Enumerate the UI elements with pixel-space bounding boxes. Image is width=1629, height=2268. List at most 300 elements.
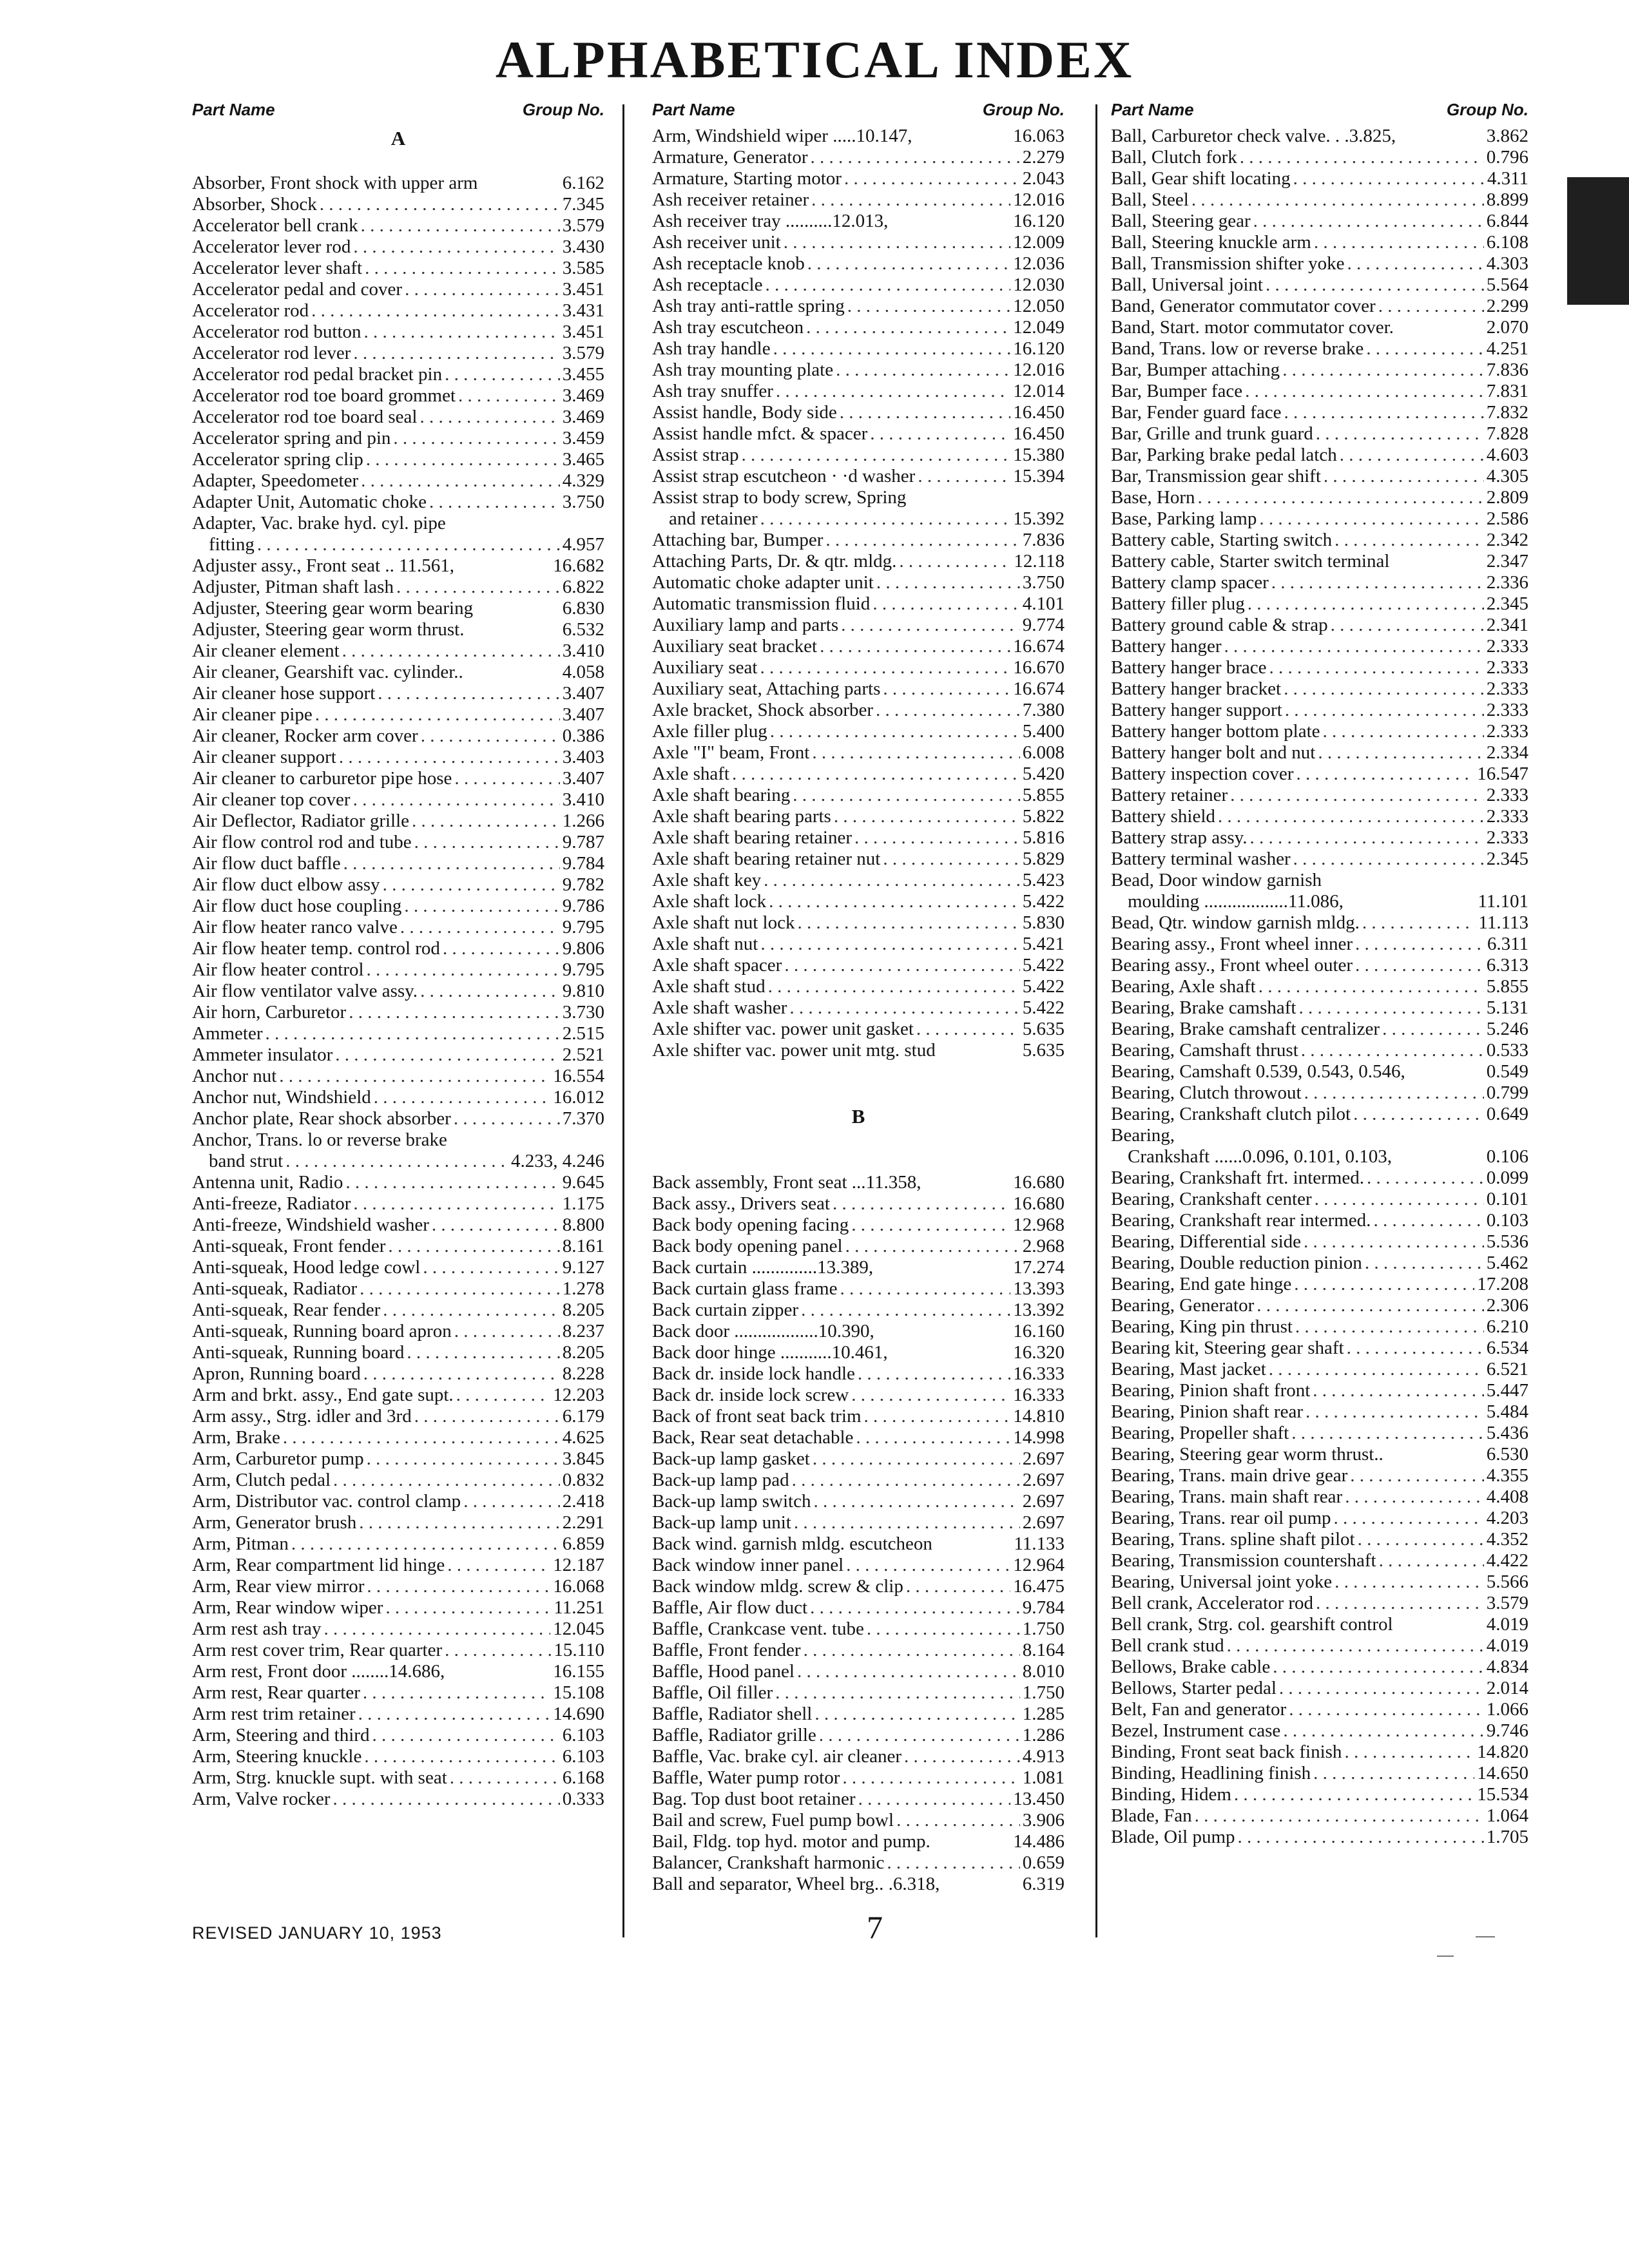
index-entry bbox=[1111, 1061, 1528, 1082]
dot-leader bbox=[450, 1767, 560, 1789]
dot-leader bbox=[366, 449, 560, 470]
dot-leader bbox=[1258, 976, 1484, 997]
index-entry bbox=[1111, 1082, 1528, 1104]
index-entry bbox=[652, 615, 1065, 636]
part-name: Bearing, Trans. main drive gear bbox=[1111, 1465, 1348, 1486]
index-entry bbox=[1111, 360, 1528, 381]
dot-leader bbox=[265, 1023, 560, 1044]
dot-leader bbox=[1282, 360, 1484, 381]
index-entry bbox=[1111, 1805, 1528, 1827]
part-name: Axle shaft bearing bbox=[652, 785, 791, 805]
dot-leader bbox=[784, 232, 1011, 253]
group-number: 3.469 bbox=[562, 407, 604, 427]
index-entry bbox=[192, 1342, 604, 1363]
group-number: 3.862 bbox=[1486, 126, 1528, 146]
dot-leader bbox=[1334, 1508, 1484, 1529]
index-entry bbox=[1111, 657, 1528, 678]
index-entry bbox=[652, 1597, 1065, 1619]
part-name: Back window mldg. screw & clip bbox=[652, 1576, 903, 1597]
dot-leader bbox=[429, 492, 560, 513]
group-number: 0.103 bbox=[1486, 1210, 1528, 1231]
group-number: 3.431 bbox=[562, 300, 604, 321]
dot-leader bbox=[383, 1300, 559, 1321]
dot-leader bbox=[815, 1704, 1019, 1725]
index-entry bbox=[652, 806, 1065, 827]
group-number: 4.233, 4.246 bbox=[511, 1151, 604, 1171]
group-number: 2.333 bbox=[1486, 700, 1528, 720]
index-entry bbox=[1111, 870, 1528, 891]
dot-leader bbox=[846, 1555, 1010, 1576]
part-name: Accelerator lever rod bbox=[192, 236, 351, 257]
index-entry bbox=[652, 721, 1065, 742]
group-number: 5.436 bbox=[1486, 1423, 1528, 1443]
part-name: Axle shaft washer bbox=[652, 997, 787, 1018]
index-entry bbox=[1111, 147, 1528, 168]
group-number: 2.333 bbox=[1486, 636, 1528, 657]
part-name: Bearing, Steering gear worm thrust.. bbox=[1111, 1444, 1383, 1465]
part-name: Air Deflector, Radiator grille bbox=[192, 811, 410, 831]
group-number: 3.410 bbox=[562, 640, 604, 661]
group-number: 17.274 bbox=[1013, 1257, 1065, 1278]
dot-leader bbox=[1345, 1486, 1484, 1508]
part-name: Ash receptacle bbox=[652, 274, 763, 295]
part-name: Ball, Carburetor check valve. . .3.825, bbox=[1111, 126, 1396, 146]
part-name: Anti-freeze, Windshield washer bbox=[192, 1215, 429, 1235]
dot-leader bbox=[393, 428, 559, 449]
group-number: 0.106 bbox=[1486, 1146, 1528, 1167]
index-entry bbox=[652, 274, 1065, 296]
index-entry bbox=[192, 194, 604, 215]
group-number: 6.210 bbox=[1486, 1316, 1528, 1337]
part-name: Back door hinge ...........10.461, bbox=[652, 1342, 888, 1363]
group-number: 9.784 bbox=[562, 853, 604, 874]
part-name: Axle bracket, Shock absorber bbox=[652, 700, 874, 720]
part-name: Ball, Gear shift locating bbox=[1111, 168, 1291, 189]
part-name: Accelerator spring and pin bbox=[192, 428, 391, 448]
dot-leader bbox=[1245, 381, 1484, 402]
part-name: Bearing, King pin thrust bbox=[1111, 1316, 1293, 1337]
group-number: 4.101 bbox=[1022, 593, 1065, 614]
part-name: Assist strap to body screw, Spring bbox=[652, 487, 907, 508]
part-name: Battery hanger bolt and nut bbox=[1111, 742, 1316, 763]
index-entry bbox=[192, 173, 604, 194]
group-number: 6.521 bbox=[1486, 1359, 1528, 1379]
group-number: 5.422 bbox=[1022, 955, 1065, 975]
index-entry bbox=[1111, 1699, 1528, 1720]
dot-leader bbox=[906, 1576, 1010, 1597]
dot-leader bbox=[883, 849, 1019, 870]
dot-leader bbox=[1293, 168, 1485, 189]
index-entry bbox=[192, 1321, 604, 1342]
index-entry bbox=[192, 1555, 604, 1576]
group-number: 5.635 bbox=[1022, 1040, 1065, 1061]
group-number: 16.012 bbox=[553, 1087, 604, 1108]
dot-leader bbox=[353, 236, 559, 258]
dot-leader bbox=[760, 508, 1011, 530]
dot-leader bbox=[396, 577, 560, 598]
part-name: Bearing, Trans. spline shaft pilot bbox=[1111, 1529, 1355, 1550]
part-name: Arm, Pitman bbox=[192, 1533, 289, 1554]
part-name: Axle shaft bearing retainer bbox=[652, 827, 852, 848]
group-number: 12.036 bbox=[1013, 253, 1065, 274]
index-entry bbox=[652, 1215, 1065, 1236]
dot-leader bbox=[463, 1491, 560, 1512]
part-name-heading: Part Name bbox=[192, 100, 275, 119]
index-entry bbox=[652, 1512, 1065, 1533]
column-divider bbox=[1095, 104, 1097, 1937]
group-number: 4.203 bbox=[1486, 1508, 1528, 1528]
group-number: 4.305 bbox=[1486, 466, 1528, 486]
dot-leader bbox=[339, 747, 560, 768]
dot-leader bbox=[896, 1810, 1020, 1831]
part-name: Accelerator bell crank bbox=[192, 215, 358, 236]
part-name: Automatic transmission fluid bbox=[652, 593, 871, 614]
part-name: Adjuster, Pitman shaft lash bbox=[192, 577, 394, 597]
index-entry bbox=[652, 168, 1065, 189]
part-name: Adapter, Vac. brake hyd. cyl. pipe bbox=[192, 513, 446, 533]
group-number: 5.422 bbox=[1022, 997, 1065, 1018]
dot-leader bbox=[813, 1448, 1020, 1470]
part-name: Bellows, Starter pedal bbox=[1111, 1678, 1277, 1698]
group-number: 2.333 bbox=[1486, 721, 1528, 742]
dot-leader bbox=[1293, 849, 1484, 870]
index-entry bbox=[1111, 636, 1528, 657]
index-entry bbox=[1111, 912, 1528, 934]
index-entry bbox=[652, 1725, 1065, 1746]
index-entry bbox=[192, 1619, 604, 1640]
part-name: Air flow duct hose coupling bbox=[192, 896, 402, 916]
index-entry bbox=[192, 917, 604, 938]
index-entry bbox=[192, 1640, 604, 1661]
group-number: 11.251 bbox=[554, 1597, 604, 1618]
part-name: Ball, Steel bbox=[1111, 189, 1189, 210]
part-name: Air cleaner, Rocker arm cover bbox=[192, 726, 418, 746]
part-name: Bearing assy., Front wheel inner bbox=[1111, 934, 1353, 954]
dot-leader bbox=[899, 551, 1011, 572]
index-entry bbox=[192, 1300, 604, 1321]
index-entry bbox=[1111, 1231, 1528, 1253]
index-entry bbox=[1111, 1401, 1528, 1423]
part-name: Battery hanger bottom plate bbox=[1111, 721, 1320, 742]
group-number: 3.455 bbox=[562, 364, 604, 385]
dot-leader bbox=[1366, 338, 1484, 360]
group-number: 2.697 bbox=[1022, 1448, 1065, 1469]
index-entry bbox=[652, 997, 1065, 1019]
part-name: Anti-squeak, Rear fender bbox=[192, 1300, 381, 1320]
part-name: Baffle, Vac. brake cyl. air cleaner bbox=[652, 1746, 901, 1767]
dot-leader bbox=[1313, 1763, 1474, 1784]
dot-leader bbox=[1224, 636, 1484, 657]
group-number: 5.855 bbox=[1022, 785, 1065, 805]
dot-leader bbox=[445, 364, 560, 385]
index-entry bbox=[1111, 211, 1528, 232]
index-entry bbox=[192, 1278, 604, 1300]
dot-leader bbox=[1335, 530, 1484, 551]
dot-leader bbox=[257, 534, 560, 555]
dot-leader bbox=[456, 1385, 551, 1406]
index-entry bbox=[192, 1448, 604, 1470]
dot-leader bbox=[811, 147, 1020, 168]
dot-leader bbox=[363, 1363, 560, 1385]
index-entry bbox=[1111, 1444, 1528, 1465]
group-number: 5.131 bbox=[1486, 997, 1528, 1018]
part-name: Back curtain zipper bbox=[652, 1300, 799, 1320]
part-name: Back body opening panel bbox=[652, 1236, 843, 1256]
group-number: 16.333 bbox=[1013, 1363, 1065, 1384]
part-name: Anti-squeak, Hood ledge cowl bbox=[192, 1257, 421, 1278]
index-entry bbox=[652, 785, 1065, 806]
dot-leader bbox=[1318, 742, 1483, 764]
index-entry bbox=[192, 683, 604, 704]
index-entry bbox=[652, 657, 1065, 678]
dot-leader bbox=[1218, 806, 1484, 827]
part-name: Blade, Oil pump bbox=[1111, 1827, 1235, 1847]
index-entry bbox=[192, 215, 604, 236]
index-entry bbox=[652, 423, 1065, 445]
part-name: Back curtain ..............13.389, bbox=[652, 1257, 874, 1278]
group-number: 12.009 bbox=[1013, 232, 1065, 253]
group-number: 6.313 bbox=[1486, 955, 1528, 975]
dot-leader bbox=[847, 296, 1010, 317]
part-name: Arm, Steering and third bbox=[192, 1725, 370, 1745]
dot-leader bbox=[454, 1108, 560, 1129]
index-entry bbox=[192, 874, 604, 896]
part-name: Bar, Bumper face bbox=[1111, 381, 1243, 401]
part-name: Attaching Parts, Dr. & qtr. mldg. bbox=[652, 551, 897, 572]
index-entry bbox=[192, 662, 604, 683]
dot-leader bbox=[353, 1193, 559, 1215]
dot-leader bbox=[421, 726, 560, 747]
part-name: Adapter, Speedometer bbox=[192, 470, 359, 491]
index-entry bbox=[652, 551, 1065, 572]
part-name: Bearing, Transmission countershaft bbox=[1111, 1550, 1376, 1571]
dot-leader bbox=[414, 832, 560, 853]
group-number: 2.333 bbox=[1486, 806, 1528, 827]
group-number: 15.534 bbox=[1477, 1784, 1528, 1805]
index-entry bbox=[652, 1300, 1065, 1321]
group-number: 6.179 bbox=[562, 1406, 604, 1427]
index-entry bbox=[192, 747, 604, 768]
index-entry bbox=[1111, 487, 1528, 508]
index-entry bbox=[652, 1789, 1065, 1810]
dot-leader bbox=[797, 912, 1019, 934]
part-name: Air flow control rod and tube bbox=[192, 832, 412, 852]
group-number: 3.430 bbox=[562, 236, 604, 257]
index-entry bbox=[1111, 976, 1528, 997]
index-entry bbox=[192, 428, 604, 449]
group-number: 12.016 bbox=[1013, 360, 1065, 380]
part-name: Assist handle mfct. & spacer bbox=[652, 423, 868, 444]
part-name: Accelerator rod toe board seal bbox=[192, 407, 418, 427]
group-number: 16.320 bbox=[1013, 1342, 1065, 1363]
index-entry bbox=[1111, 1316, 1528, 1338]
group-number: 6.532 bbox=[562, 619, 604, 640]
part-name: Arm, Valve rocker bbox=[192, 1789, 331, 1809]
dot-leader bbox=[343, 853, 560, 874]
part-name: Adjuster, Steering gear worm bearing bbox=[192, 598, 474, 619]
group-number: 14.820 bbox=[1477, 1742, 1528, 1762]
part-name: Absorber, Front shock with upper arm bbox=[192, 173, 478, 193]
dot-leader bbox=[864, 1406, 1011, 1427]
index-entry bbox=[652, 1576, 1065, 1597]
dot-leader bbox=[349, 1002, 560, 1023]
dot-leader bbox=[760, 934, 1019, 955]
dot-leader bbox=[904, 1746, 1020, 1767]
part-name: Accelerator rod bbox=[192, 300, 309, 321]
index-entry bbox=[652, 1448, 1065, 1470]
part-name: Axle shaft spacer bbox=[652, 955, 782, 975]
group-number: 12.049 bbox=[1013, 317, 1065, 338]
part-name: Auxiliary seat bracket bbox=[652, 636, 818, 657]
dot-leader bbox=[1347, 253, 1484, 274]
dot-leader bbox=[768, 976, 1020, 997]
group-number: 8.800 bbox=[562, 1215, 604, 1235]
part-name: Crankshaft ......0.096, 0.101, 0.103, bbox=[1128, 1146, 1392, 1167]
part-name: Ash receiver retainer bbox=[652, 189, 809, 210]
index-entry bbox=[192, 1108, 604, 1129]
dot-leader bbox=[820, 636, 1010, 657]
dot-leader bbox=[1291, 1423, 1484, 1444]
index-entry bbox=[652, 1040, 1065, 1061]
index-entry bbox=[652, 572, 1065, 593]
part-name: Anti-squeak, Running board apron bbox=[192, 1321, 452, 1341]
group-number: 2.333 bbox=[1486, 785, 1528, 805]
part-name: Baffle, Crankcase vent. tube bbox=[652, 1619, 864, 1639]
part-name: Bearing, End gate hinge bbox=[1111, 1274, 1292, 1294]
part-name: Bearing, Brake camshaft centralizer bbox=[1111, 1019, 1380, 1039]
part-name: Ball, Steering knuckle arm bbox=[1111, 232, 1311, 253]
part-name: Anti-squeak, Front fender bbox=[192, 1236, 386, 1256]
part-name: Axle shaft bbox=[652, 764, 729, 784]
part-name: Battery filler plug bbox=[1111, 593, 1245, 614]
index-entry bbox=[192, 1087, 604, 1108]
part-name: Adapter Unit, Automatic choke bbox=[192, 492, 427, 512]
part-name: Battery terminal washer bbox=[1111, 849, 1291, 869]
dot-leader bbox=[1294, 1274, 1474, 1295]
group-number: 9.786 bbox=[562, 896, 604, 916]
index-entry bbox=[192, 704, 604, 726]
part-name: Back-up lamp unit bbox=[652, 1512, 791, 1533]
group-number: 5.536 bbox=[1486, 1231, 1528, 1252]
index-entry bbox=[1111, 891, 1528, 912]
group-number: 3.407 bbox=[562, 768, 604, 789]
dot-leader bbox=[858, 1363, 1010, 1385]
dot-leader bbox=[400, 917, 560, 938]
part-name: Axle shaft nut bbox=[652, 934, 758, 954]
dot-leader bbox=[1195, 1805, 1484, 1827]
group-number: 12.016 bbox=[1013, 189, 1065, 210]
index-entry bbox=[1111, 997, 1528, 1019]
part-name: Back assembly, Front seat ...11.358, bbox=[652, 1172, 921, 1193]
part-name: Arm, Carburetor pump bbox=[192, 1448, 364, 1469]
column-divider bbox=[622, 104, 624, 1937]
part-name: Baffle, Front fender bbox=[652, 1640, 801, 1660]
dot-leader bbox=[856, 1427, 1010, 1448]
part-name: Accelerator rod pedal bracket pin bbox=[192, 364, 443, 385]
index-entry bbox=[192, 853, 604, 874]
part-name: Arm, Rear window wiper bbox=[192, 1597, 383, 1618]
index-entry bbox=[652, 1852, 1065, 1874]
index-entry bbox=[1111, 1657, 1528, 1678]
dot-leader bbox=[840, 402, 1010, 423]
part-name: Band, Start. motor commutator cover. bbox=[1111, 317, 1394, 338]
part-name: Attaching bar, Bumper bbox=[652, 530, 824, 550]
index-entry bbox=[652, 636, 1065, 657]
dot-leader bbox=[374, 1087, 550, 1108]
index-entry bbox=[192, 1236, 604, 1257]
dot-leader bbox=[388, 1236, 559, 1257]
dot-leader bbox=[732, 764, 1020, 785]
part-name: Back dr. inside lock screw bbox=[652, 1385, 849, 1405]
index-entry bbox=[652, 700, 1065, 721]
dot-leader bbox=[807, 253, 1011, 274]
dot-leader bbox=[840, 1278, 1010, 1300]
part-name: Accelerator pedal and cover bbox=[192, 279, 403, 300]
index-entry bbox=[192, 1385, 604, 1406]
index-entry bbox=[1111, 253, 1528, 274]
part-name: Back wind. garnish mldg. escutcheon bbox=[652, 1533, 932, 1554]
index-entry bbox=[192, 279, 604, 300]
group-number: 15.108 bbox=[553, 1682, 604, 1703]
dot-leader bbox=[1353, 1104, 1484, 1125]
dot-leader bbox=[1227, 1635, 1484, 1657]
part-name: Ball, Transmission shifter yoke bbox=[1111, 253, 1345, 274]
index-entry bbox=[652, 1019, 1065, 1040]
dot-leader bbox=[407, 1342, 559, 1363]
group-number: 2.521 bbox=[562, 1044, 604, 1065]
dot-leader bbox=[1379, 1550, 1484, 1571]
group-number: 7.832 bbox=[1486, 402, 1528, 423]
part-name: Axle shaft stud bbox=[652, 976, 766, 997]
group-number: 0.796 bbox=[1486, 147, 1528, 168]
group-number: 9.806 bbox=[562, 938, 604, 959]
part-name: fitting bbox=[209, 534, 255, 555]
group-number: 2.418 bbox=[562, 1491, 604, 1512]
group-number: 9.810 bbox=[562, 981, 604, 1001]
part-name: Arm, Strg. knuckle supt. with seat bbox=[192, 1767, 447, 1788]
group-number: 0.832 bbox=[562, 1470, 604, 1490]
group-number: 4.355 bbox=[1486, 1465, 1528, 1486]
group-number: 16.670 bbox=[1013, 657, 1065, 678]
part-name: Ball, Steering gear bbox=[1111, 211, 1251, 231]
group-number: 4.834 bbox=[1486, 1657, 1528, 1677]
column-header bbox=[652, 100, 1065, 126]
index-entry bbox=[192, 534, 604, 555]
dot-leader bbox=[360, 1278, 560, 1300]
dot-leader bbox=[1296, 764, 1474, 785]
part-name: Air flow duct baffle bbox=[192, 853, 341, 874]
index-entry bbox=[192, 1406, 604, 1427]
dot-leader bbox=[1382, 1019, 1484, 1040]
index-entry bbox=[1111, 1104, 1528, 1125]
part-name: Anchor nut, Windshield bbox=[192, 1087, 371, 1108]
dot-leader bbox=[1373, 1210, 1483, 1231]
part-name: Automatic choke adapter unit bbox=[652, 572, 874, 593]
dot-leader bbox=[1347, 1338, 1484, 1359]
dot-leader bbox=[842, 1767, 1019, 1789]
index-entry bbox=[1111, 1465, 1528, 1486]
group-number: 12.014 bbox=[1013, 381, 1065, 401]
group-number: 5.462 bbox=[1486, 1253, 1528, 1273]
part-name: Bearing, Camshaft 0.539, 0.543, 0.546, bbox=[1111, 1061, 1405, 1082]
dot-leader bbox=[784, 955, 1019, 976]
group-number: 3.750 bbox=[1022, 572, 1065, 593]
dot-leader bbox=[1313, 1380, 1483, 1401]
index-entry bbox=[652, 1640, 1065, 1661]
dot-leader bbox=[845, 1236, 1020, 1257]
index-entry bbox=[192, 832, 604, 853]
group-number: 8.237 bbox=[562, 1321, 604, 1341]
